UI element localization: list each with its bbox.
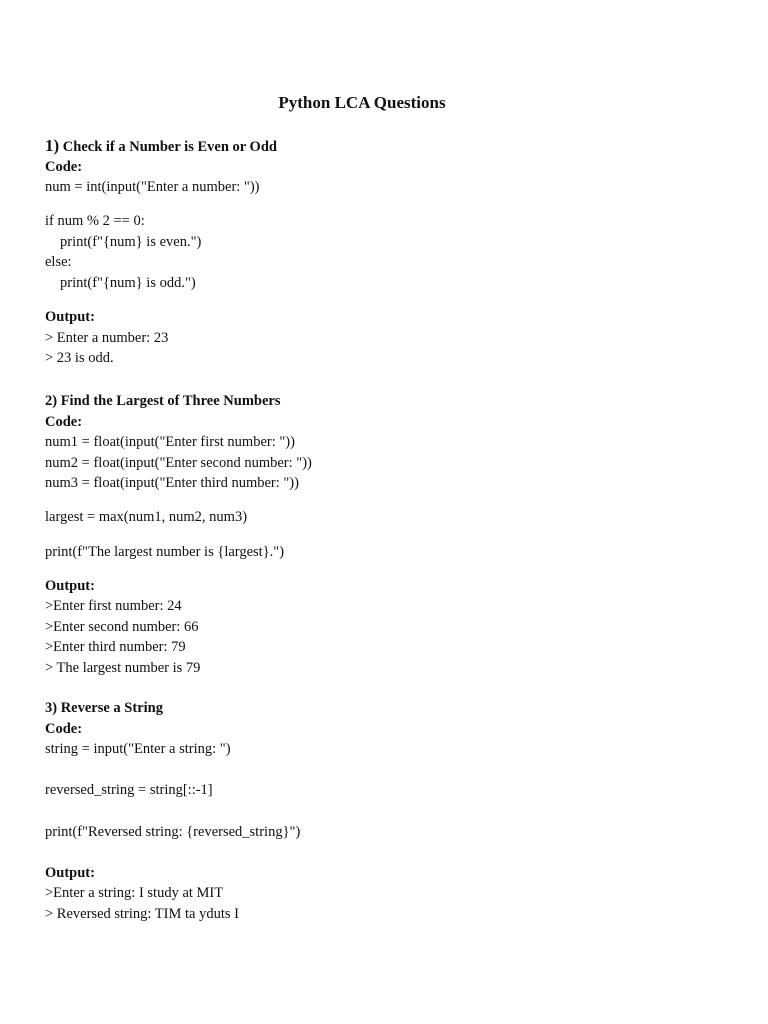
document-title: Python LCA Questions xyxy=(278,93,446,112)
question-1-heading xyxy=(45,136,725,157)
code-line: num1 = float(input("Enter first number: ")) xyxy=(45,434,295,451)
code-line: print(f"The largest number is {largest}.") xyxy=(45,543,285,560)
output-line: >Enter first number: 24 xyxy=(45,598,182,615)
question-1-title: Check if a Number is Even or Odd xyxy=(59,139,277,155)
output-line: > The largest number is 79 xyxy=(45,660,201,677)
code-line: print(f"{num} is odd.") xyxy=(60,275,196,292)
output-line: >Enter a string: I study at MIT xyxy=(45,885,224,902)
code-line: reversed_string = string[::-1] xyxy=(45,782,213,799)
code-line: print(f"{num} is even.") xyxy=(60,233,202,250)
question-1-number: 1) xyxy=(45,136,60,155)
question-1-code-label: Code: xyxy=(45,158,83,175)
question-3 xyxy=(45,698,725,925)
code-line: if num % 2 == 0: xyxy=(45,213,145,230)
output-line: >Enter third number: 79 xyxy=(45,639,186,656)
question-2-output-label: Output: xyxy=(45,577,95,594)
question-3-code-label: Code: xyxy=(45,720,83,737)
question-2-heading: 2) Find the Largest of Three Numbers xyxy=(45,393,281,409)
code-line: num2 = float(input("Enter second number: ")) xyxy=(45,454,312,471)
question-3-heading: 3) Reverse a String xyxy=(45,700,163,716)
output-line: > 23 is odd. xyxy=(45,350,114,367)
question-1 xyxy=(45,136,725,369)
code-line: largest = max(num1, num2, num3) xyxy=(45,509,248,526)
code-line: string = input("Enter a string: ") xyxy=(45,741,231,758)
code-line: num3 = float(input("Enter third number: ")) xyxy=(45,475,299,492)
code-line: print(f"Reversed string: {reversed_string}") xyxy=(45,823,301,840)
code-line: else: xyxy=(45,254,72,271)
question-2-code-label: Code: xyxy=(45,413,83,430)
output-line: > Enter a number: 23 xyxy=(45,329,169,346)
code-line: num = int(input("Enter a number: ")) xyxy=(45,179,260,196)
question-3-output-label: Output: xyxy=(45,864,95,881)
question-2 xyxy=(45,391,725,679)
question-1-output-label: Output: xyxy=(45,309,95,326)
output-line: >Enter second number: 66 xyxy=(45,618,199,635)
output-line: > Reversed string: TIM ta yduts I xyxy=(45,905,239,922)
